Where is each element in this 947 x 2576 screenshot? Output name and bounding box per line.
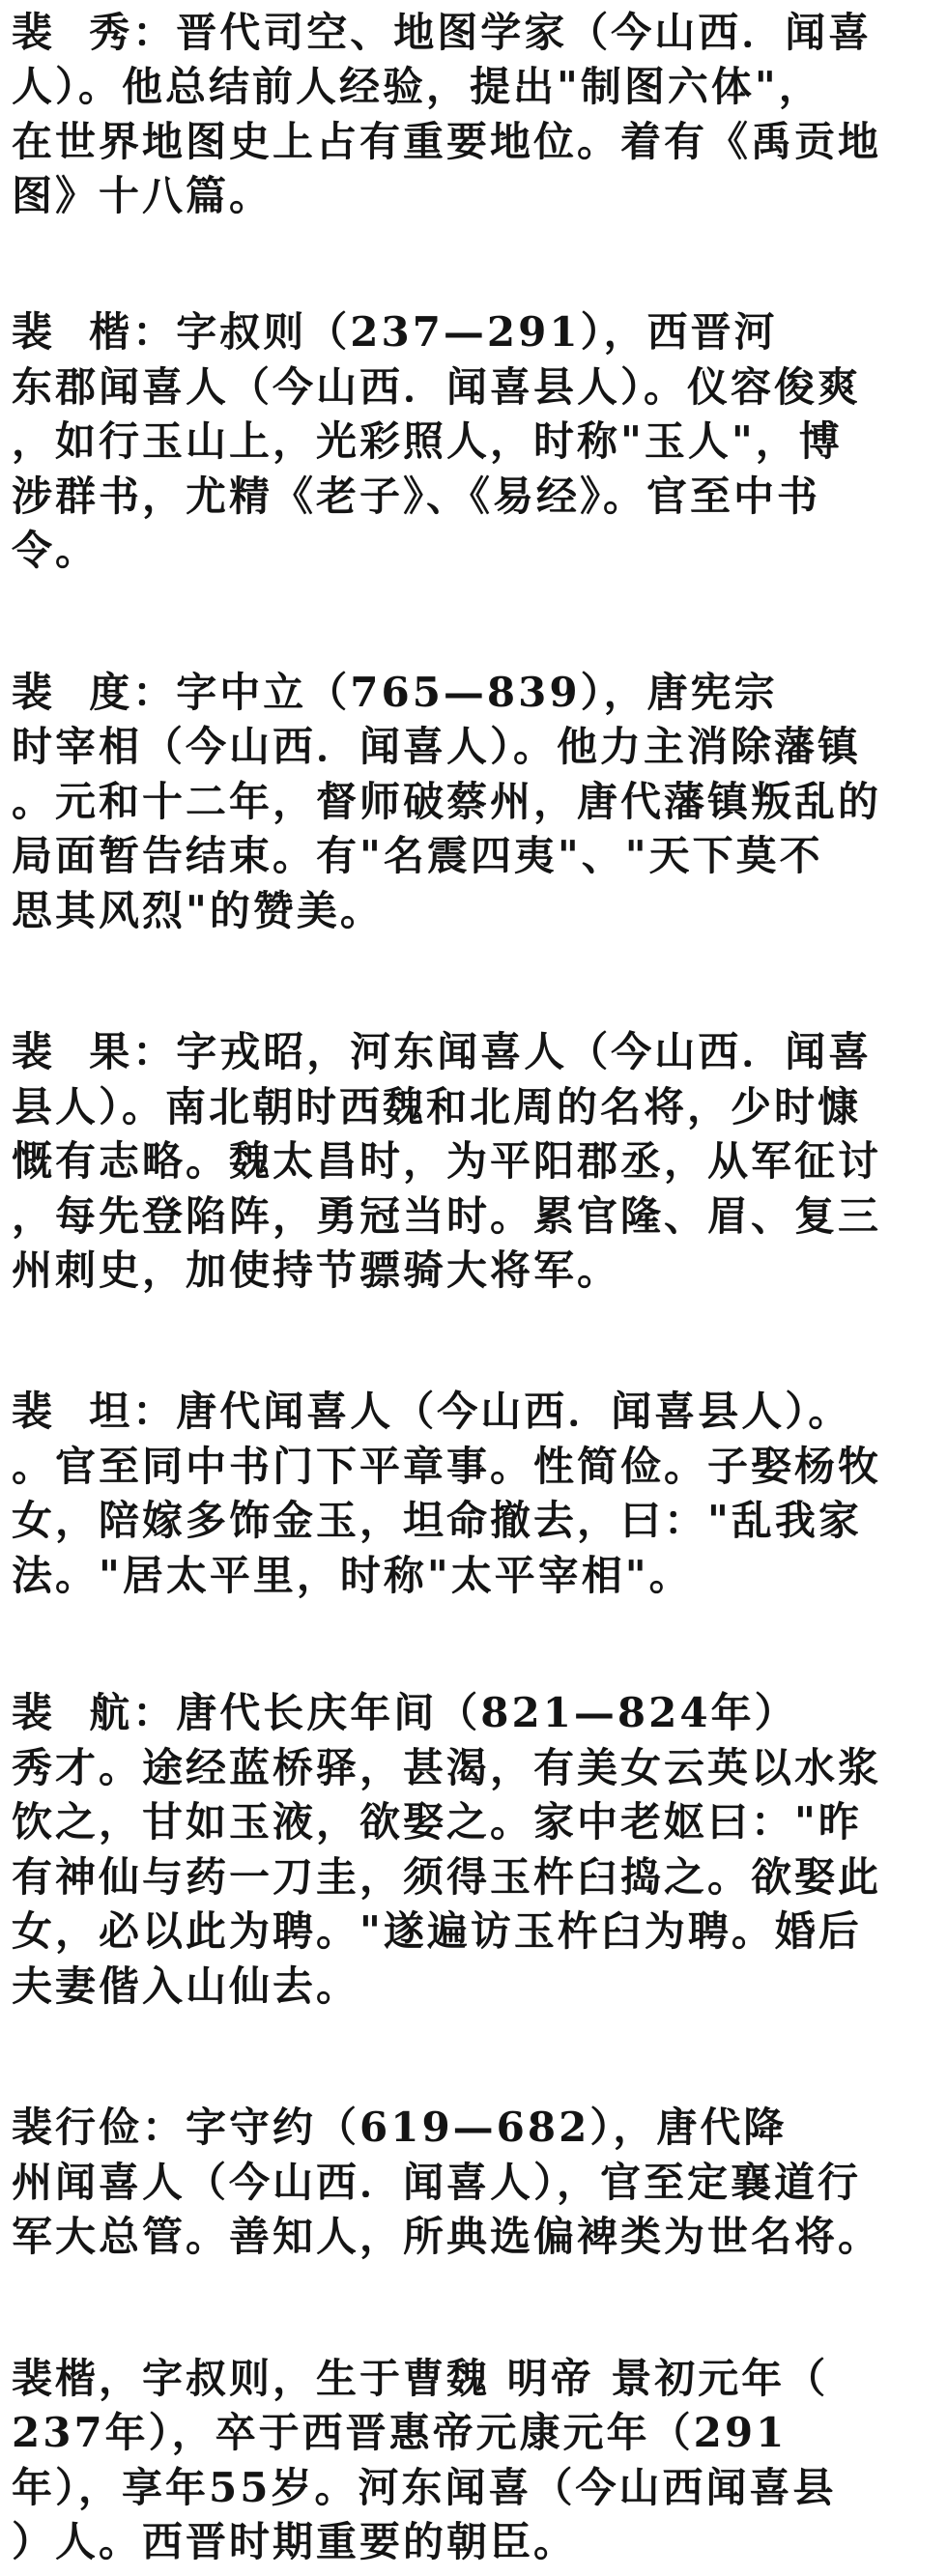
entry-line: ，如行玉山上，光彩照人，时称"玉人"，博 xyxy=(12,417,843,465)
entry-line: 裴 楷：字叔则（237—291），西晋河 xyxy=(12,308,778,356)
entry-line: 。官至同中书门下平章事。性简俭。子娶杨牧 xyxy=(12,1443,882,1490)
entry-line: 军大总管。善知人，所典选偏裨类为世名将。 xyxy=(12,2213,882,2260)
entry-line: ）人。西晋时期重要的朝臣。 xyxy=(12,2518,578,2565)
entry-line: 东郡闻喜人（今山西．闻喜县人）。仪容俊爽 xyxy=(12,363,862,411)
entry-line: 县人）。南北朝时西魏和北周的名将，少时慷 xyxy=(12,1083,862,1131)
entry-line: 图》十八篇。 xyxy=(12,172,273,219)
entry-line: 饮之，甘如玉液，欲娶之。家中老妪曰："昨 xyxy=(12,1798,862,1846)
entry-line: 法。"居太平里，时称"太平宰相"。 xyxy=(12,1552,693,1599)
entry-line: 秀才。途经蓝桥驿，甚渴，有美女云英以水浆 xyxy=(12,1744,882,1791)
entry-line: 女，陪嫁多饰金玉，坦命撤去，曰："乱我家 xyxy=(12,1497,862,1544)
entry-line: 思其风烈"的赞美。 xyxy=(12,887,384,934)
entry-line: 人）。他总结前人经验，提出"制图六体"， xyxy=(12,63,822,110)
entry-line: 涉群书，尤精《老子》、《易经》。官至中书 xyxy=(12,472,821,520)
entry-line: 。元和十二年，督师破蔡州，唐代藩镇叛乱的 xyxy=(12,778,882,825)
entry-line: 裴行俭：字守约（619—682），唐代降 xyxy=(12,2104,788,2151)
entry-line: 裴楷，字叔则，生于曹魏 明帝 景初元年（ xyxy=(12,2355,829,2402)
entry-line: 州闻喜人（今山西．闻喜人），官至定襄道行 xyxy=(12,2159,862,2206)
entry-line: 年），享年55岁。河东闻喜（今山西闻喜县 xyxy=(12,2464,837,2511)
entry-line: 裴 坦：唐代闻喜人（今山西．闻喜县人）。 xyxy=(12,1388,852,1435)
entry-line: 裴 航：唐代长庆年间（821—824年） xyxy=(12,1689,798,1736)
entry-line: 有神仙与药一刀圭，须得玉杵臼捣之。欲娶此 xyxy=(12,1853,882,1901)
entry-line: 夫妻偕入山仙去。 xyxy=(12,1962,360,2010)
entry-line: 裴 度：字中立（765—839），唐宪宗 xyxy=(12,669,778,716)
entry-line: 州刺史，加使持节骠骑大将军。 xyxy=(12,1246,621,1294)
entry-line: 令。 xyxy=(12,527,100,574)
entry-line: 裴 果：字戎昭，河东闻喜人（今山西．闻喜 xyxy=(12,1028,873,1075)
entry-line: 女，必以此为聘。"遂遍访玉杵臼为聘。婚后 xyxy=(12,1907,862,1955)
entry-line: 237年），卒于西晋惠帝元康元年（291 xyxy=(12,2409,788,2456)
entry-line: 裴 秀：晋代司空、地图学家（今山西．闻喜 xyxy=(12,9,873,56)
entry-line: 在世界地图史上占有重要地位。着有《禹贡地 xyxy=(12,118,882,165)
entry-line: 慨有志略。魏太昌时，为平阳郡丞，从军征讨 xyxy=(12,1137,882,1185)
entry-line: 局面暂告结束。有"名震四夷"、"天下莫不 xyxy=(12,832,823,879)
entry-line: ，每先登陷阵，勇冠当时。累官隆、眉、复三 xyxy=(12,1192,882,1240)
entry-line: 时宰相（今山西．闻喜人）。他力主消除藩镇 xyxy=(12,723,862,770)
